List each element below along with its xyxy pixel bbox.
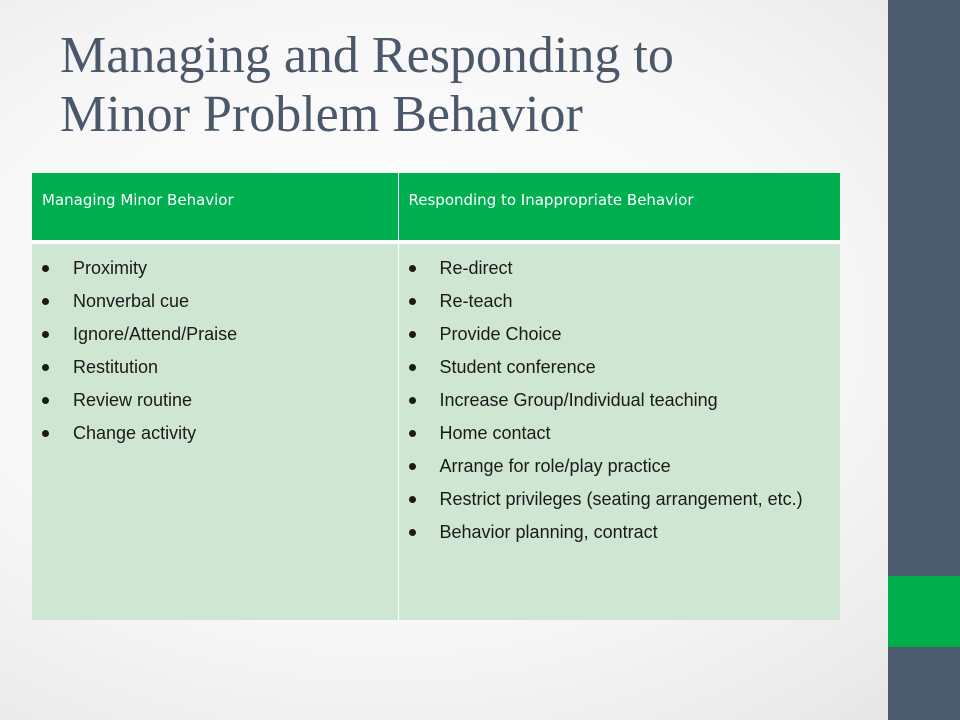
managing-strategy-item-label: Restitution xyxy=(73,357,159,377)
responding-strategy-item-label: Home contact xyxy=(439,423,551,443)
managing-strategy-item-label: Ignore/Attend/Praise xyxy=(73,324,238,344)
responding-strategy-item-label: Restrict privileges (seating arrangement, etc.) xyxy=(439,489,803,509)
table-body-row xyxy=(32,242,840,620)
managing-strategy-item-label: Review routine xyxy=(73,390,193,410)
responding-strategy-list-item xyxy=(407,252,833,285)
bullet-icon xyxy=(409,298,416,305)
responding-strategy-item-label: Provide Choice xyxy=(439,324,562,344)
responding-strategy-item-label: Student conference xyxy=(439,357,596,377)
responding-strategy-item-label: Behavior planning, contract xyxy=(439,522,658,542)
managing-strategy-list-item xyxy=(40,318,390,351)
bullet-icon xyxy=(42,397,49,404)
responding-strategy-list-item xyxy=(407,318,833,351)
managing-strategy-list-item xyxy=(40,417,390,450)
responding-strategy-item-label: Increase Group/Individual teaching xyxy=(439,390,718,410)
header-managing-minor-behavior: Managing Minor Behavior xyxy=(32,173,398,242)
responding-strategy-item-label: Arrange for role/play practice xyxy=(439,456,671,476)
responding-strategy-item-label: Re-teach xyxy=(439,291,513,311)
responding-strategy-list-item xyxy=(407,351,833,384)
responding-strategy-list-item xyxy=(407,417,833,450)
bullet-icon xyxy=(42,430,49,437)
managing-strategy-list-item xyxy=(40,252,390,285)
bullet-icon xyxy=(409,364,416,371)
managing-strategy-list-item xyxy=(40,285,390,318)
slide-title-line-2: Minor Problem Behavior xyxy=(60,86,583,143)
responding-strategy-list-item xyxy=(407,516,833,549)
bullet-icon xyxy=(409,265,416,272)
managing-strategy-list-item xyxy=(40,351,390,384)
managing-strategy-item-label: Nonverbal cue xyxy=(73,291,190,311)
bullet-icon xyxy=(42,331,49,338)
responding-strategies-cell xyxy=(398,242,840,620)
responding-strategy-list-item xyxy=(407,450,833,483)
responding-strategy-list-item xyxy=(407,483,833,516)
header-responding-inappropriate-behavior: Responding to Inappropriate Behavior xyxy=(398,173,840,242)
bullet-icon xyxy=(409,331,416,338)
bullet-icon xyxy=(409,496,416,503)
responding-strategy-list-item xyxy=(407,384,833,417)
table-header-row xyxy=(32,173,840,242)
slide-title xyxy=(60,26,860,144)
managing-strategy-item-label: Change activity xyxy=(73,423,197,443)
managing-strategies-cell xyxy=(32,242,398,620)
bullet-icon xyxy=(42,364,49,371)
managing-strategy-item-label: Proximity xyxy=(73,258,148,278)
responding-strategies-list xyxy=(407,252,833,549)
managing-strategies-list xyxy=(40,252,390,450)
slide-title-line-1: Managing and Responding to xyxy=(60,27,674,84)
bullet-icon xyxy=(409,397,416,404)
side-accent-block xyxy=(888,576,960,647)
responding-strategy-item-label: Re-direct xyxy=(439,258,513,278)
managing-strategy-list-item xyxy=(40,384,390,417)
bullet-icon xyxy=(409,463,416,470)
bullet-icon xyxy=(42,265,49,272)
responding-strategy-list-item xyxy=(407,285,833,318)
bullet-icon xyxy=(409,529,416,536)
bullet-icon xyxy=(409,430,416,437)
behavior-table xyxy=(32,173,840,620)
bullet-icon xyxy=(42,298,49,305)
